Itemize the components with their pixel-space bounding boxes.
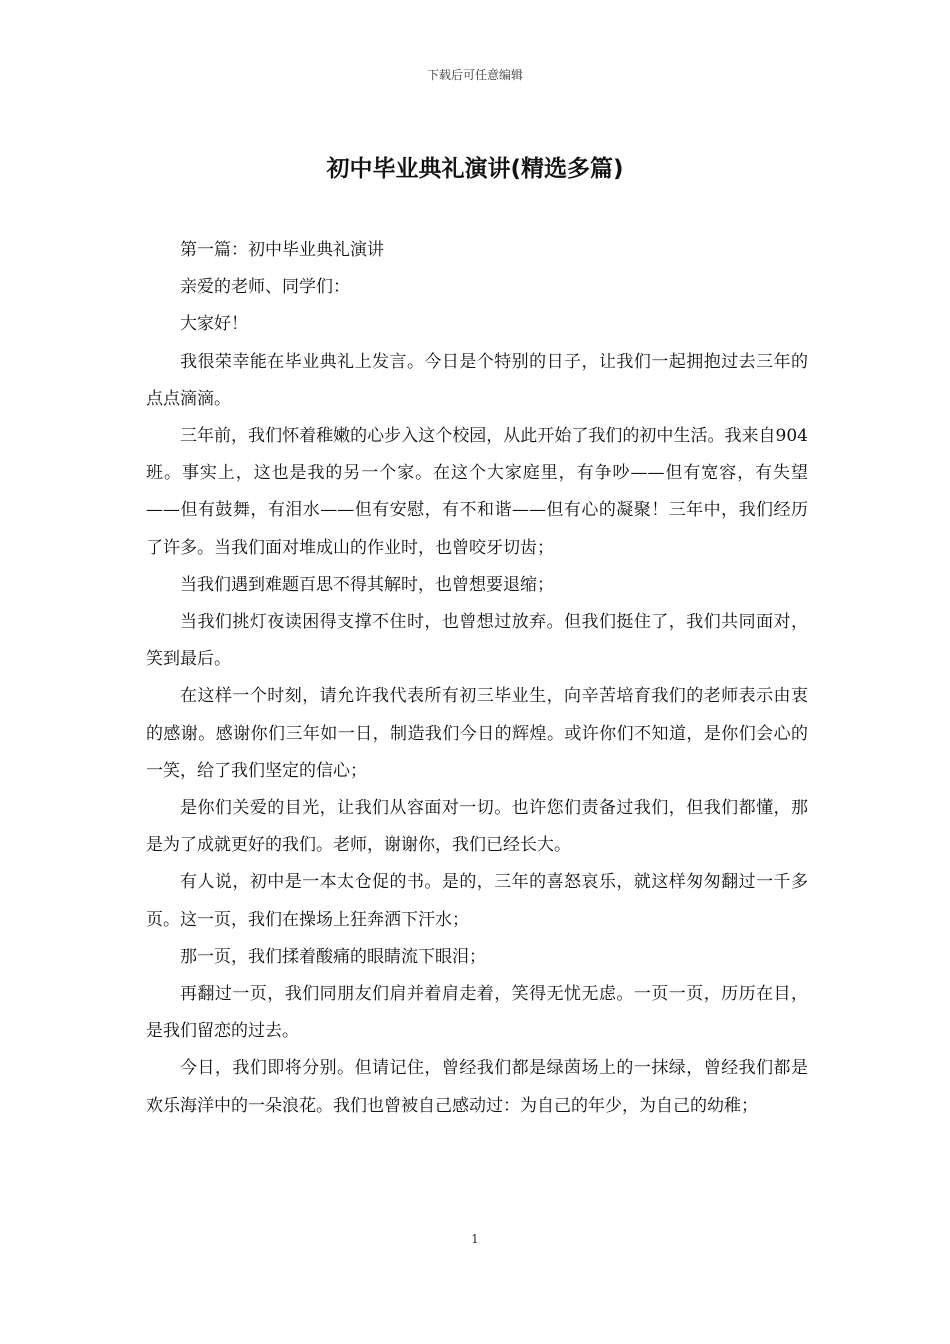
paragraph: 我很荣幸能在毕业典礼上发言。今日是个特别的日子，让我们一起拥抱过去三年的点点滴滴。: [146, 351, 808, 409]
paragraph: 有人说，初中是一本太仓促的书。是的，三年的喜怒哀乐，就这样匆匆翻过一千多页。这一页，我们在操场上狂奔洒下汗水；: [146, 872, 808, 930]
page-number: 1: [471, 1232, 479, 1246]
paragraph: 再翻过一页，我们同朋友们肩并着肩走着，笑得无忧无虑。一页一页，历历在目，是我们留恋的过去。: [146, 984, 808, 1042]
paragraph: 第一篇：初中毕业典礼演讲: [180, 240, 384, 260]
paragraph: 是你们关爱的目光，让我们从容面对一切。也许您们责备过我们，但我们都懂，那是为了成就更好的我们。老师，谢谢你，我们已经长大。: [146, 798, 808, 856]
paragraph: 那一页，我们揉着酸痛的眼睛流下眼泪；: [180, 946, 486, 967]
document-title: 初中毕业典礼演讲(精选多篇): [326, 156, 624, 182]
page-header: 下载后可任意编辑: [426, 68, 523, 82]
paragraph: 当我们挑灯夜读困得支撑不住时，也曾想过放弃。但我们挺住了，我们共同面对，笑到最后。: [146, 612, 808, 670]
paragraph: 三年前，我们怀着稚嫩的心步入这个校园，从此开始了我们的初中生活。我来自904班。事实上，这也是我的另一个家。在这个大家庭里，有争吵——但有宽容，有失望——但有鼓舞，有泪水——但有安慰，有不和谐——但有心的凝聚！三年中，我们经历了许多。当我们面对堆成山的作业时，也曾咬牙切齿；: [146, 426, 808, 558]
paragraph: 今日，我们即将分别。但请记住，曾经我们都是绿茵场上的一抹绿，曾经我们都是欢乐海洋中的一朵浪花。我们也曾被自己感动过：为自己的年少，为自己的幼稚；: [146, 1058, 808, 1116]
paragraph: 大家好！: [180, 314, 248, 335]
document-body: [146, 232, 808, 1125]
paragraph: 亲爱的老师、同学们：: [180, 277, 350, 298]
paragraph: 在这样一个时刻，请允许我代表所有初三毕业生，向辛苦培育我们的老师表示由衷的感谢。感谢你们三年如一日，制造我们今日的辉煌。或许你们不知道，是你们会心的一笑，给了我们坚定的信心；: [146, 686, 808, 781]
paragraph: 当我们遇到难题百思不得其解时，也曾想要退缩；: [180, 574, 554, 595]
